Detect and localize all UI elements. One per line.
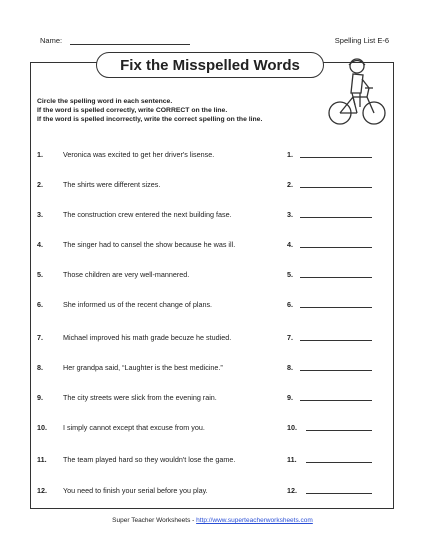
answer-number: 10. bbox=[287, 423, 297, 432]
instruction-line: If the word is spelled incorrectly, write the correct spelling on the line. bbox=[37, 116, 263, 123]
question-sentence: Veronica was excited to get her driver's lisense. bbox=[63, 150, 215, 159]
question-row bbox=[37, 486, 397, 498]
answer-number: 6. bbox=[287, 300, 293, 309]
bicycle-rider-icon bbox=[327, 57, 387, 129]
question-row bbox=[37, 363, 397, 375]
question-sentence: I simply cannot except that excuse from you. bbox=[63, 423, 205, 432]
answer-line[interactable] bbox=[306, 430, 372, 431]
question-sentence: The shirts were different sizes. bbox=[63, 180, 161, 189]
question-number: 1. bbox=[37, 150, 43, 159]
question-sentence: Her grandpa said, “Laughter is the best medicine.” bbox=[63, 363, 223, 372]
question-row bbox=[37, 455, 397, 467]
footer bbox=[0, 517, 425, 524]
question-sentence: Michael improved his math grade becuze he studied. bbox=[63, 333, 232, 342]
question-row bbox=[37, 270, 397, 282]
answer-number: 12. bbox=[287, 486, 297, 495]
question-number: 4. bbox=[37, 240, 43, 249]
question-number: 8. bbox=[37, 363, 43, 372]
answer-line[interactable] bbox=[300, 400, 372, 401]
answer-line[interactable] bbox=[300, 157, 372, 158]
answer-line[interactable] bbox=[300, 217, 372, 218]
question-sentence: Those children are very well-mannered. bbox=[63, 270, 190, 279]
question-sentence: The singer had to cansel the show because he was ill. bbox=[63, 240, 236, 249]
name-label: Name: bbox=[40, 36, 63, 45]
question-row bbox=[37, 423, 397, 435]
question-sentence: The team played hard so they wouldn't lose the game. bbox=[63, 455, 236, 464]
question-sentence: The city streets were slick from the evening rain. bbox=[63, 393, 217, 402]
question-number: 11. bbox=[37, 455, 47, 464]
question-number: 7. bbox=[37, 333, 43, 342]
answer-number: 2. bbox=[287, 180, 293, 189]
name-line[interactable] bbox=[70, 36, 190, 45]
instructions bbox=[37, 97, 262, 124]
answer-line[interactable] bbox=[300, 307, 372, 308]
answer-number: 3. bbox=[287, 210, 293, 219]
answer-number: 9. bbox=[287, 393, 293, 402]
answer-line[interactable] bbox=[306, 462, 372, 463]
instruction-line: If the word is spelled correctly, write CORRECT on the line. bbox=[37, 107, 228, 114]
question-row bbox=[37, 240, 397, 252]
worksheet-frame bbox=[30, 62, 394, 509]
instruction-line: Circle the spelling word in each sentence. bbox=[37, 98, 173, 105]
answer-number: 11. bbox=[287, 455, 297, 464]
answer-line[interactable] bbox=[300, 370, 372, 371]
question-number: 6. bbox=[37, 300, 43, 309]
page-title: Fix the Misspelled Words bbox=[96, 52, 324, 78]
answer-line[interactable] bbox=[300, 340, 372, 341]
name-field bbox=[40, 36, 190, 45]
answer-line[interactable] bbox=[306, 493, 372, 494]
question-sentence: You need to finish your serial before you play. bbox=[63, 486, 208, 495]
answer-line[interactable] bbox=[300, 277, 372, 278]
footer-url-link[interactable]: http://www.superteacherworksheets.com bbox=[196, 517, 313, 524]
question-number: 9. bbox=[37, 393, 43, 402]
answer-line[interactable] bbox=[300, 187, 372, 188]
question-row bbox=[37, 180, 397, 192]
spelling-list-label: Spelling List E-6 bbox=[334, 36, 389, 45]
question-row bbox=[37, 333, 397, 345]
answer-number: 4. bbox=[287, 240, 293, 249]
question-row bbox=[37, 300, 397, 312]
answer-number: 7. bbox=[287, 333, 293, 342]
question-row bbox=[37, 150, 397, 162]
question-number: 5. bbox=[37, 270, 43, 279]
answer-number: 8. bbox=[287, 363, 293, 372]
answer-line[interactable] bbox=[300, 247, 372, 248]
question-number: 3. bbox=[37, 210, 43, 219]
question-row bbox=[37, 393, 397, 405]
answer-number: 5. bbox=[287, 270, 293, 279]
question-sentence: She informed us of the recent change of plans. bbox=[63, 300, 213, 309]
footer-separator: - bbox=[190, 517, 197, 524]
question-number: 2. bbox=[37, 180, 43, 189]
question-row bbox=[37, 210, 397, 222]
answer-number: 1. bbox=[287, 150, 293, 159]
question-number: 10. bbox=[37, 423, 47, 432]
question-sentence: The construction crew entered the next building fase. bbox=[63, 210, 232, 219]
question-number: 12. bbox=[37, 486, 47, 495]
footer-site-name: Super Teacher Worksheets bbox=[112, 517, 191, 524]
